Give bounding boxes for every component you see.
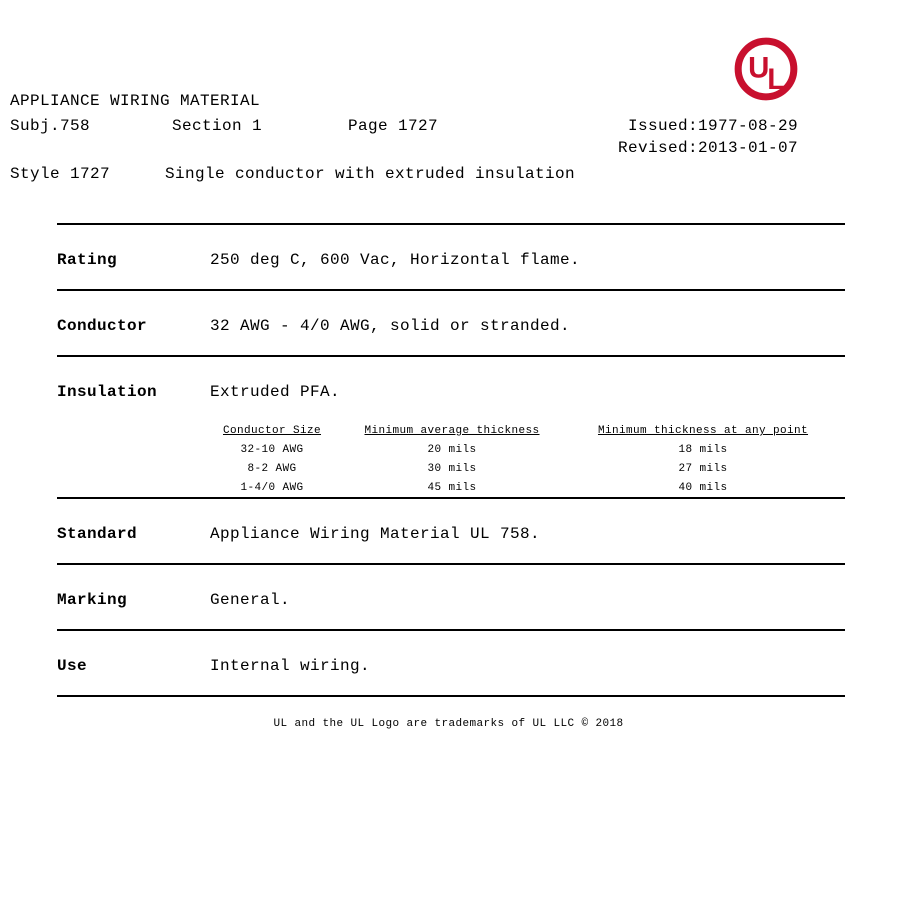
section-value: 32 AWG - 4/0 AWG, solid or stranded. [210,317,571,335]
section-rating [57,223,845,289]
section-conductor [57,289,845,355]
table-cell: 8-2 AWG [247,463,297,475]
section-label: Marking [57,591,128,609]
table-cell: 40 mils [678,482,728,494]
ul-logo [734,37,798,101]
column-header-min-thickness-any-point: Minimum thickness at any point [597,425,809,437]
section-standard [57,497,845,563]
column-header-min-average-thickness: Minimum average thickness [364,425,540,437]
table-cell: 45 mils [427,482,477,494]
revised-date: Revised:2013-01-07 [618,139,799,157]
style-description: Single conductor with extruded insulation [165,165,576,183]
issued-date: Issued:1977-08-29 [628,117,799,135]
table-cell: 20 mils [427,444,477,456]
style-number: Style 1727 [10,165,111,183]
section-value: 250 deg C, 600 Vac, Horizontal flame. [210,251,581,269]
spec-sections [57,223,845,697]
section-label: Use [57,657,88,675]
table-cell: 1-4/0 AWG [240,482,304,494]
table-cell: 30 mils [427,463,477,475]
ul-logo-letter-l: L [767,62,786,96]
table-cell: 18 mils [678,444,728,456]
section-label: Standard [57,525,138,543]
section-number: Section 1 [172,117,263,135]
section-marking [57,563,845,629]
section-label: Conductor [57,317,148,335]
subject-number: Subj.758 [10,117,91,135]
section-use [57,629,845,695]
section-label: Rating [57,251,118,269]
trademark-notice: UL and the UL Logo are trademarks of UL LLC © 2018 [273,718,624,730]
section-value: Internal wiring. [210,657,371,675]
section-insulation [57,355,845,497]
ul-logo-letter-u: U [748,51,770,85]
section-value: Extruded PFA. [210,383,341,401]
page-number: Page 1727 [348,117,439,135]
table-cell: 32-10 AWG [240,444,304,456]
column-header-conductor-size: Conductor Size [222,425,322,437]
table-cell: 27 mils [678,463,728,475]
document-title: APPLIANCE WIRING MATERIAL [10,92,261,110]
section-label: Insulation [57,383,158,401]
section-value: General. [210,591,291,609]
section-value: Appliance Wiring Material UL 758. [210,525,541,543]
